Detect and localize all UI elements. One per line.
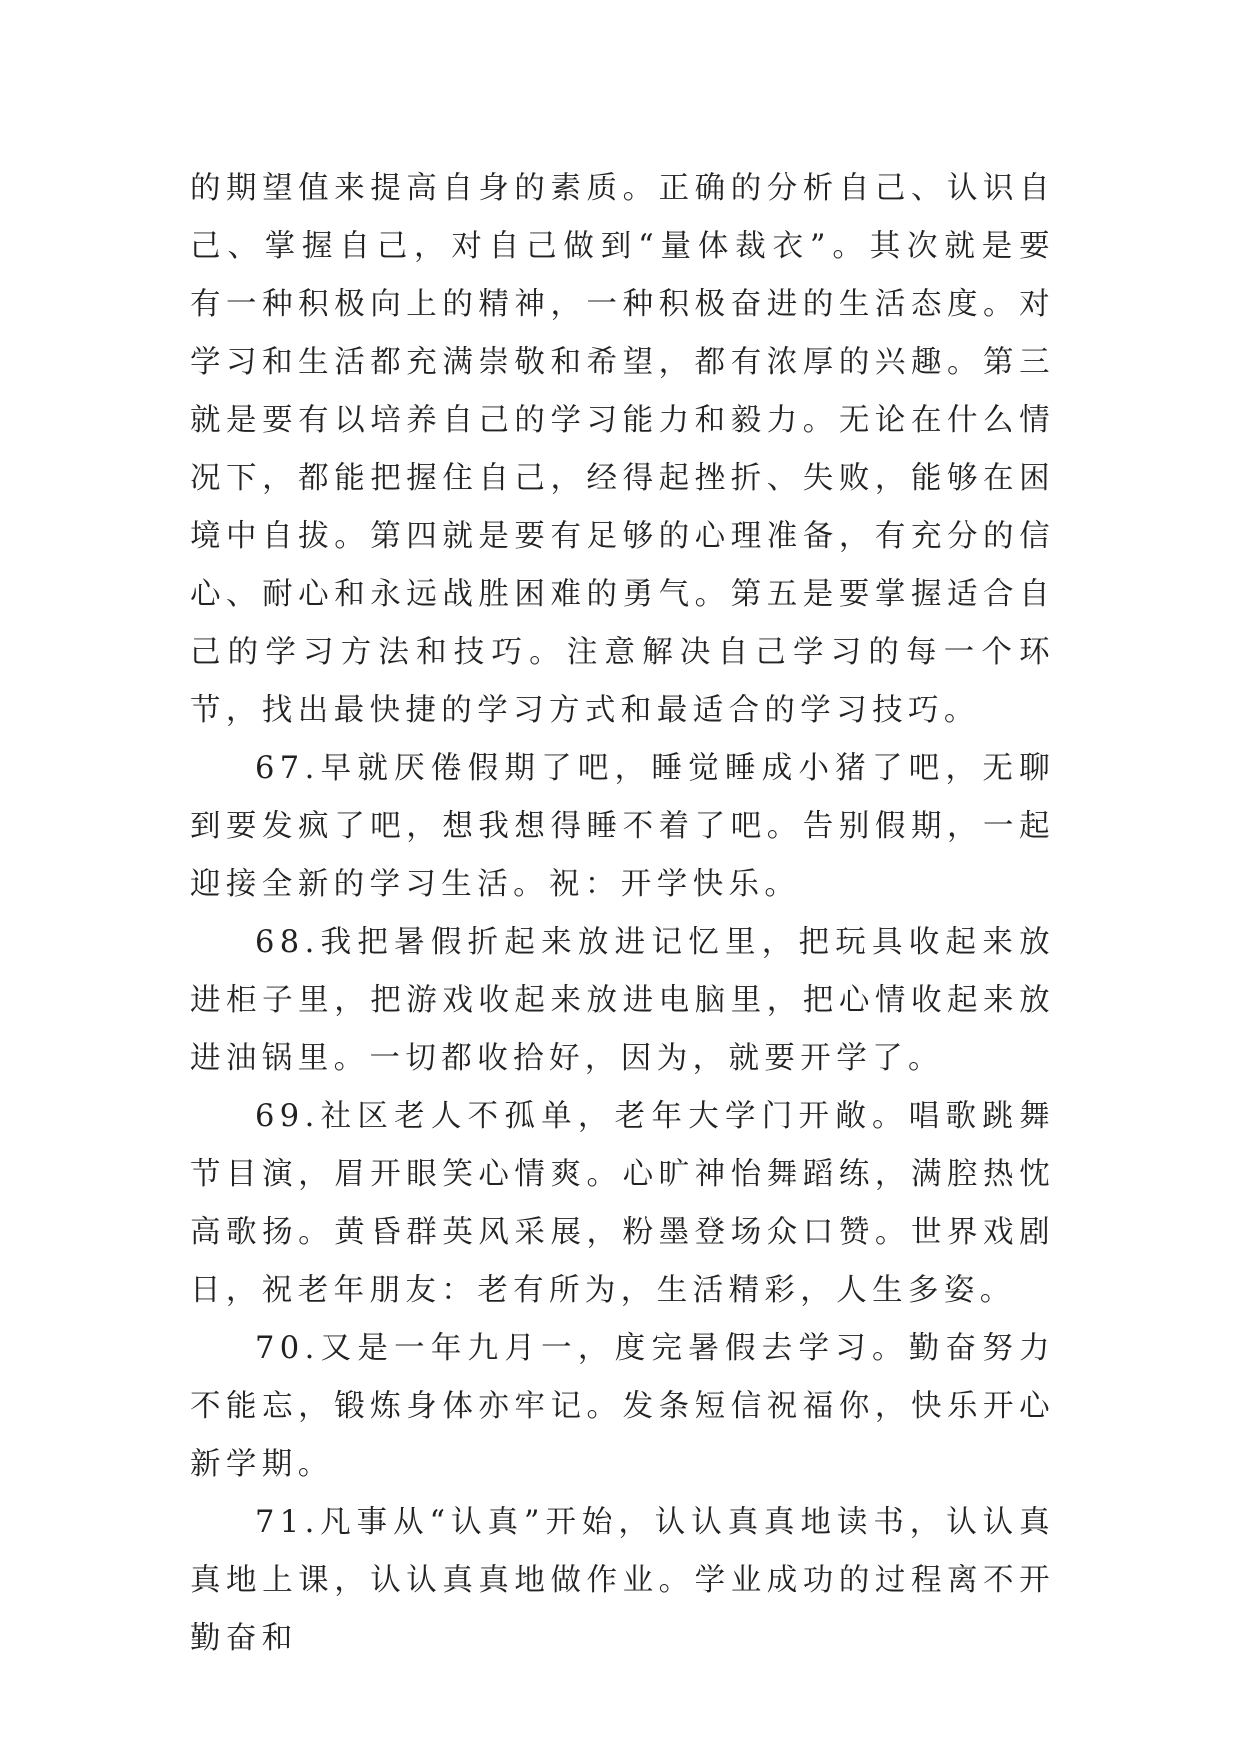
paragraph-69: 69.社区老人不孤单，老年大学门开敞。唱歌跳舞节目演，眉开眼笑心情爽。心旷神怡舞蹈练，满腔热忱高歌扬。黄昏群英风采展，粉墨登场众口赞。世界戏剧日，祝老年朋友：老有所为，生活精彩，人生多姿。 (190, 1099, 1055, 1308)
paragraph-71: 71.凡事从“认真”开始，认认真真地读书，认认真真地上课，认认真真地做作业。学业成功的过程离不开勤奋和 (190, 1505, 1055, 1656)
paragraph-68: 68.我把暑假折起来放进记忆里，把玩具收起来放进柜子里，把游戏收起来放进电脑里，把心情收起来放进油锅里。一切都收拾好，因为，就要开学了。 (190, 925, 1055, 1076)
paragraph-continued: 的期望值来提高自身的素质。正确的分析自己、认识自己、掌握自己，对自己做到“量体裁衣”。其次就是要有一种积极向上的精神，一种积极奋进的生活态度。对学习和生活都充满崇敬和希望，都有浓厚的兴趣。第三就是要有以培养自己的学习能力和毅力。无论在什么情况下，都能把握住自己，经得起挫折、失败，能够在困境中自拔。第四就是要有足够的心理准备，有充分的信心、耐心和永远战胜困难的勇气。第五是要掌握适合自己的学习方法和技巧。注意解决自己学习的每一个环节，找出最快捷的学习方式和最适合的学习技巧。 (190, 171, 1055, 728)
paragraph-70: 70.又是一年九月一，度完暑假去学习。勤奋努力不能忘，锻炼身体亦牢记。发条短信祝福你，快乐开心新学期。 (190, 1331, 1055, 1482)
paragraph-67: 67.早就厌倦假期了吧，睡觉睡成小猪了吧，无聊到要发疯了吧，想我想得睡不着了吧。告别假期，一起迎接全新的学习生活。祝：开学快乐。 (190, 751, 1055, 902)
document-body (190, 160, 1055, 1668)
